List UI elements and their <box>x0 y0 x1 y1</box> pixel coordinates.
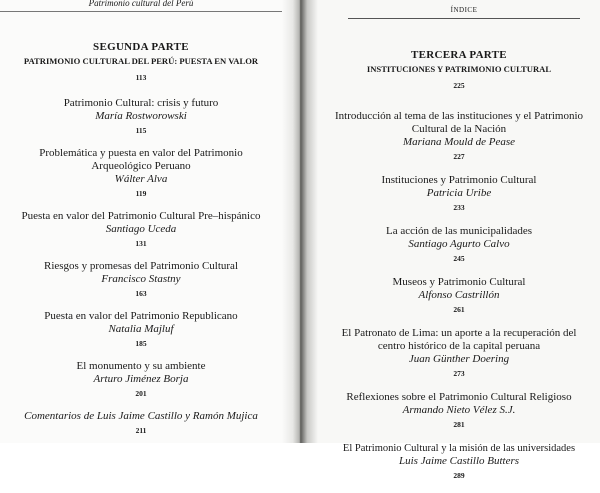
toc-entry <box>0 360 282 400</box>
entry-author: Arturo Jiménez Borja <box>93 373 189 385</box>
entry-title: Puesta en valor del Patrimonio Republicano <box>44 310 238 322</box>
entry-author: Alfonso Castrillón <box>418 289 500 301</box>
entry-author: Patricia Uribe <box>426 187 492 199</box>
toc-entry <box>0 210 282 250</box>
entry-page-number: 289 <box>453 471 465 480</box>
entry-title: Puesta en valor del Patrimonio Cultural Pre–hispánico <box>21 210 261 222</box>
entry-author: Wálter Alva <box>114 173 168 185</box>
entry-page-number: 245 <box>453 254 465 263</box>
entry-author: Natalia Majluf <box>108 323 174 335</box>
entry-author: Santiago Agurto Calvo <box>408 238 510 250</box>
right-page <box>318 0 600 480</box>
part-subtitle: PATRIMONIO CULTURAL DEL PERÚ: PUESTA EN VALOR <box>23 56 259 66</box>
toc-entry <box>318 225 600 265</box>
toc-entry <box>318 174 600 214</box>
toc-entry <box>318 327 600 380</box>
entry-page-number: 211 <box>135 426 147 435</box>
toc-entry <box>0 97 282 137</box>
toc-entry <box>0 410 282 437</box>
left-page <box>0 0 282 443</box>
entry-title: Reflexiones sobre el Patrimonio Cultural Religioso <box>346 391 572 403</box>
entry-author: Luis Jaime Castillo Butters <box>398 455 520 467</box>
entry-page-number: 261 <box>453 305 465 314</box>
entry-page-number: 273 <box>453 369 465 378</box>
toc-entry <box>0 147 282 200</box>
entry-page-number: 163 <box>135 289 147 298</box>
book-gutter <box>282 0 318 443</box>
right-toc <box>318 49 600 493</box>
entry-author: Armando Nieto Vélez S.J. <box>402 404 516 416</box>
part-subtitle: INSTITUCIONES Y PATRIMONIO CULTURAL <box>366 64 552 74</box>
entry-page-number: 185 <box>135 339 147 348</box>
entry-title: El monumento y su ambiente <box>76 360 206 372</box>
part-page-number: 225 <box>453 81 465 90</box>
entry-page-number: 131 <box>135 239 147 248</box>
entry-title: La acción de las municipalidades <box>386 225 532 237</box>
part-page-number: 113 <box>135 73 147 82</box>
toc-entry <box>318 442 600 482</box>
part-title: SEGUNDA PARTE <box>93 41 189 53</box>
entry-title: Patrimonio Cultural: crisis y futuro <box>63 97 219 109</box>
entry-title: Museos y Patrimonio Cultural <box>392 276 526 288</box>
toc-entry <box>318 276 600 316</box>
part-title: TERCERA PARTE <box>411 49 507 61</box>
right-running-header: ÍNDICE <box>348 5 580 19</box>
entry-title: El Patronato de Lima: un aporte a la recuperación del centro histórico de la capital peruana <box>341 327 577 352</box>
entry-author: Francisco Stastny <box>101 273 181 285</box>
toc-entry <box>0 310 282 350</box>
entry-author: Juan Günther Doering <box>408 353 510 365</box>
entry-page-number: 115 <box>135 126 147 135</box>
entry-title: Problemática y puesta en valor del Patrimonio Arqueológico Peruano <box>39 147 243 172</box>
entry-author: Mariana Mould de Pease <box>402 136 516 148</box>
entry-page-number: 119 <box>135 189 147 198</box>
entry-title: Riesgos y promesas del Patrimonio Cultural <box>43 260 238 272</box>
entry-title: Introducción al tema de las instituciones y el Patrimonio Cultural de la Nación <box>334 110 584 135</box>
left-running-header: Patrimonio cultural del Perú <box>0 0 282 12</box>
toc-entry <box>318 391 600 431</box>
entry-page-number: 233 <box>453 203 465 212</box>
entry-author: María Rostworowski <box>95 110 187 122</box>
toc-entry <box>318 110 600 163</box>
entry-title: Instituciones y Patrimonio Cultural <box>381 174 537 186</box>
entry-page-number: 281 <box>453 420 465 429</box>
toc-entry <box>0 260 282 300</box>
entry-page-number: 201 <box>135 389 147 398</box>
entry-page-number: 227 <box>453 152 465 161</box>
entry-author: Comentarios de Luis Jaime Castillo y Ramón Mujica <box>24 410 258 422</box>
left-toc <box>0 41 282 447</box>
entry-title: El Patrimonio Cultural y la misión de las universidades <box>342 443 576 454</box>
entry-author: Santiago Uceda <box>105 223 177 235</box>
